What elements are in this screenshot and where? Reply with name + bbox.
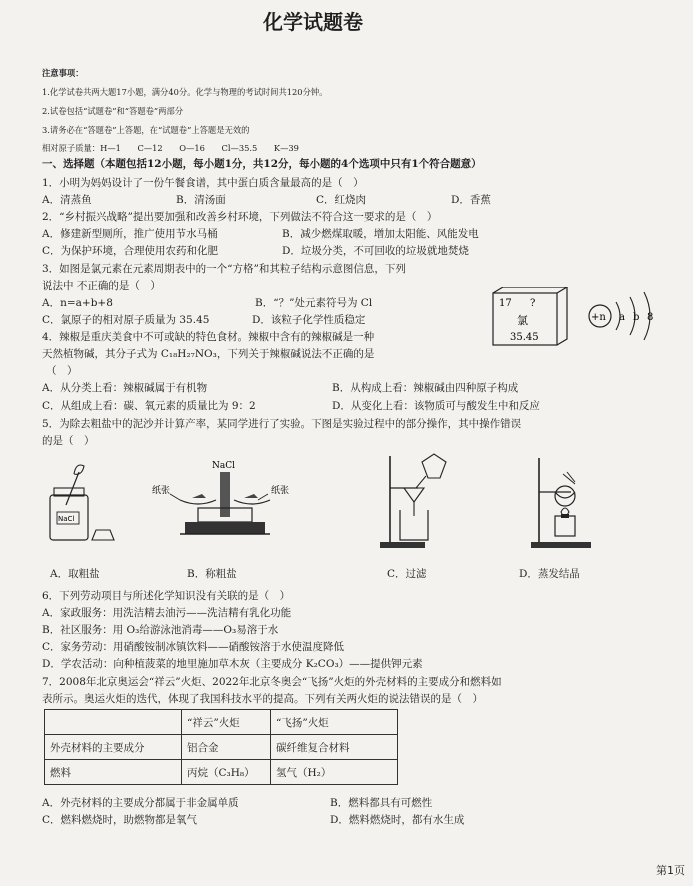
table-cell xyxy=(45,710,182,735)
evaporation-figure xyxy=(523,452,603,552)
option-d: D．燃料燃烧时，都有水生成 xyxy=(330,814,465,826)
question-stem: 的是（ ） xyxy=(42,435,95,447)
table-cell: “飞扬”火炬 xyxy=(271,710,398,735)
question-stem: 表所示。奥运火炬的迭代，体现了我国科技水平的提高。下列有关两火炬的说法错误的是（ ） xyxy=(42,693,483,705)
atomic-mass-line: 相对原子质量：H—1 C—12 O—16 Cl—35.5 K—39 xyxy=(42,143,299,153)
question-stem: 2．“乡村振兴战略”提出要加强和改善乡村环境，下列做法不符合这一要求的是（ ） xyxy=(42,211,438,223)
paper-label-right: 纸张 xyxy=(271,486,290,496)
table-cell: “祥云”火炬 xyxy=(182,710,271,735)
notice-item: 1.化学试卷共两大题17小题，满分40分。化学与物理的考试时间共120分钟。 xyxy=(42,87,328,97)
option-a: A．n=a+b+8 xyxy=(42,297,113,309)
page-number: 第1页 xyxy=(656,864,685,877)
option-c: C．家务劳动：用硝酸铵制冰镇饮料——硝酸铵溶于水使温度降低 xyxy=(42,641,345,653)
shell-label: a xyxy=(619,312,625,323)
option-b: B．减少燃煤取暖，增加太阳能、风能发电 xyxy=(282,228,479,240)
option-c: C．红烧肉 xyxy=(316,194,367,206)
filter-figure xyxy=(370,452,450,552)
table-row xyxy=(45,760,398,785)
notice-item: 3.请务必在“答题卷”上答题，在“试题卷”上答题是无效的 xyxy=(42,125,250,135)
question-stem: 3．如图是氯元素在元素周期表中的一个“方格”和其粒子结构示意图信息，下列 xyxy=(42,263,406,275)
shell-label: 8 xyxy=(647,312,654,323)
particle-structure-figure xyxy=(580,285,680,345)
table-cell: 燃料 xyxy=(45,760,182,785)
page-title: 化学试题卷 xyxy=(263,10,363,34)
figure-caption-d: D．蒸发结晶 xyxy=(519,568,580,580)
option-b: B．清汤面 xyxy=(176,194,226,206)
option-d: D．垃圾分类，不可回收的垃圾就地焚烧 xyxy=(282,245,469,257)
figure-caption-c: C．过滤 xyxy=(387,568,427,580)
take-salt-figure xyxy=(44,460,124,545)
option-c: C．氯原子的相对原子质量为 35.45 xyxy=(42,314,210,326)
notice-item: 2.试卷包括“试题卷”和“答题卷”两部分 xyxy=(42,106,184,116)
notice-heading: 注意事项： xyxy=(42,68,84,78)
element-mass: 35.45 xyxy=(510,332,539,343)
question-stem: （ ） xyxy=(46,365,78,377)
option-c: C．燃料燃烧时，助燃物都是氧气 xyxy=(42,814,198,826)
option-c: C．从组成上看：碳、氧元素的质量比为 9：2 xyxy=(42,400,256,412)
option-d: D．香蕉 xyxy=(451,194,491,206)
table-cell: 铝合金 xyxy=(182,735,271,760)
table-cell: 氢气（H₂） xyxy=(271,760,398,785)
section-heading: 一、选择题（本题包括12小题，每小题1分，共12分，每小题的4个选项中只有1个符合题意） xyxy=(42,158,482,170)
table-cell: 碳纤维复合材料 xyxy=(271,735,398,760)
question-stem: 7．2008年北京奥运会“祥云”火炬、2022年北京冬奥会“飞扬”火炬的外壳材料的主要成分和燃料如 xyxy=(42,676,502,688)
question-stem: 6．下列劳动项目与所述化学知识没有关联的是（ ） xyxy=(42,590,291,602)
option-b: B．燃料都具有可燃性 xyxy=(330,797,433,809)
weigh-salt-figure xyxy=(150,458,300,548)
table-cell: 丙烷（C₃H₈） xyxy=(182,760,271,785)
question-stem: 说法中 不正确的是（ ） xyxy=(42,280,161,292)
table-row xyxy=(45,710,398,735)
option-a: A．清蒸鱼 xyxy=(42,194,92,206)
question-stem: 4．辣椒是重庆美食中不可或缺的特色食材。辣椒中含有的辣椒碱是一种 xyxy=(42,331,375,343)
option-d: D．从变化上看：该物质可与酸发生中和反应 xyxy=(332,400,540,412)
option-b: B．“？”处元素符号为 Cl xyxy=(255,297,373,309)
shell-label: b xyxy=(633,312,640,323)
figure-caption-b: B．称粗盐 xyxy=(187,568,237,580)
element-number: 17 xyxy=(499,298,512,309)
question-stem: 5．为除去粗盐中的泥沙并计算产率，某同学进行了实验。下图是实验过程中的部分操作，其中操作错误 xyxy=(42,418,522,430)
nucleus-charge: +n xyxy=(591,312,606,323)
option-d: D．学农活动：向种植菠菜的地里施加草木灰（主要成分 K₂CO₃）——提供钾元素 xyxy=(42,658,423,670)
torch-table xyxy=(44,709,398,785)
option-a: A．从分类上看：辣椒碱属于有机物 xyxy=(42,382,208,394)
table-row xyxy=(45,735,398,760)
paper-label-left: 纸张 xyxy=(152,486,171,496)
element-cell-figure xyxy=(490,287,570,347)
option-a: A．修建新型厕所，推广使用节水马桶 xyxy=(42,228,218,240)
figure-caption-a: A．取粗盐 xyxy=(50,568,100,580)
question-stem: 天然植物碱，其分子式为 C₁₈H₂₇NO₃，下列关于辣椒碱说法不正确的是 xyxy=(42,348,375,360)
option-b: B．社区服务：用 O₃给游泳池消毒——O₃易溶于水 xyxy=(42,624,279,636)
element-symbol: ? xyxy=(530,298,536,309)
question-stem: 1．小明为妈妈设计了一份午餐食谱，其中蛋白质含量最高的是（ ） xyxy=(42,177,364,189)
table-cell: 外壳材料的主要成分 xyxy=(45,735,182,760)
option-c: C．为保护环境，合理使用农药和化肥 xyxy=(42,245,219,257)
option-b: B．从构成上看：辣椒碱由四种原子构成 xyxy=(332,382,519,394)
option-a: A．家政服务：用洗洁精去油污——洗洁精有乳化功能 xyxy=(42,607,292,619)
nacl-label: NaCl xyxy=(212,461,236,471)
option-d: D．该粒子化学性质稳定 xyxy=(252,314,366,326)
bottle-label: NaCl xyxy=(58,515,75,523)
option-a: A．外壳材料的主要成分都属于非金属单质 xyxy=(42,797,239,809)
element-name: 氯 xyxy=(517,314,528,327)
